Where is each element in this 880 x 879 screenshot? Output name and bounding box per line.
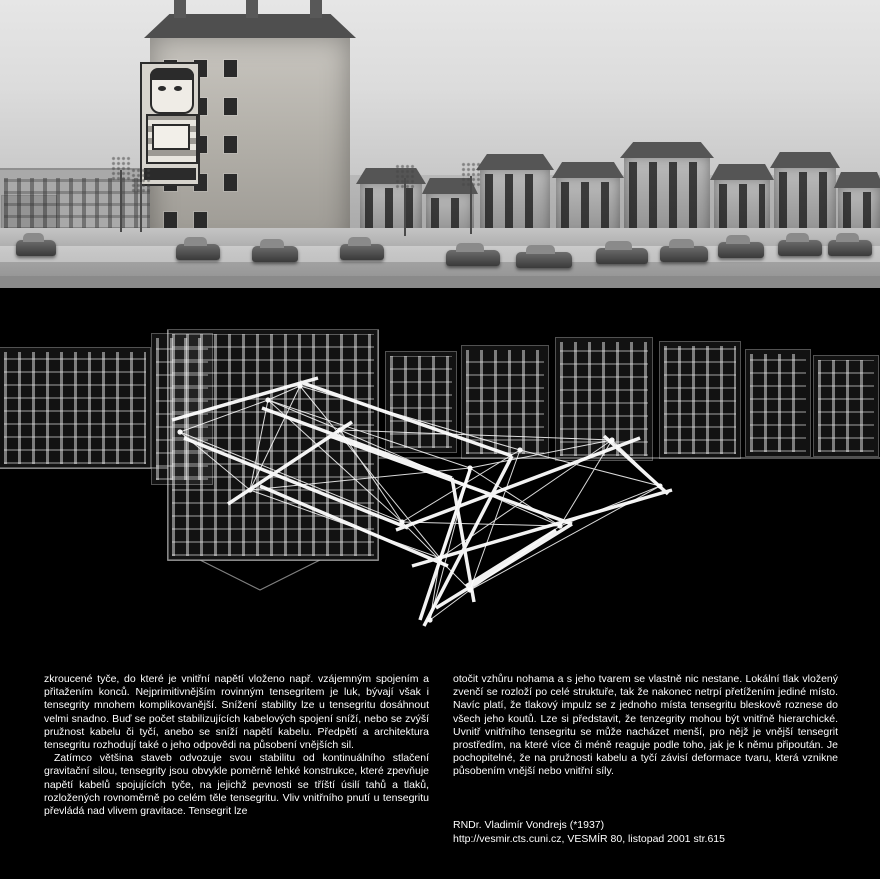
bare-tree bbox=[140, 182, 142, 232]
parked-car bbox=[828, 240, 872, 256]
windows bbox=[843, 192, 875, 232]
parked-car bbox=[252, 246, 298, 262]
chimney bbox=[310, 0, 322, 18]
mural-eye bbox=[158, 86, 166, 91]
window bbox=[224, 136, 237, 153]
left-paragraph-1: zkroucené tyče, do které je vnitřní napětí vloženo např. vzájemným spojením a přitažením konců. Nejprimitivnějším rovinným tensegritem je luk, bývají však i tensegrity mnohem komplikovanější. Snížení stability lze u tensegritu dosáhnout velmi snadno. Buď se počet stabilizujících kabelových spojení sníží, nebo se zvýší pružnost kabelu či tyčí, anebo se sníží napětí kabelu. Předpětí a architektura tensegritu rozhodují také o jeho odpovědi na působení vnějších sil. bbox=[44, 673, 429, 752]
parked-car bbox=[778, 240, 822, 256]
parked-car bbox=[340, 244, 384, 260]
parked-car bbox=[516, 252, 572, 268]
windows bbox=[431, 198, 469, 232]
windows bbox=[629, 162, 705, 232]
credit-block bbox=[453, 818, 843, 846]
window bbox=[224, 174, 237, 191]
parked-car bbox=[176, 244, 220, 260]
windows bbox=[561, 182, 615, 232]
tensegrity-structure-overlay bbox=[0, 290, 880, 655]
credit-author: RNDr. Vladimír Vondrejs (*1937) bbox=[453, 819, 605, 831]
roof bbox=[552, 162, 624, 178]
mural-caption-band bbox=[144, 168, 196, 180]
chimney bbox=[174, 0, 186, 18]
roof bbox=[620, 142, 714, 158]
bare-tree bbox=[404, 178, 406, 236]
parked-car bbox=[718, 242, 764, 258]
roof bbox=[834, 172, 880, 188]
parked-car bbox=[660, 246, 708, 262]
bare-tree bbox=[470, 176, 472, 234]
body-text-right-column bbox=[453, 673, 838, 779]
left-paragraph-2: Zatímco většina staveb odvozuje svou stabilitu od kontinuálního stlačení gravitační silou, tensegrity jsou obvykle poměrně lehké konstrukce, které zpevňuje napětí kabelů spojujících tyče, na jejichž pevnosti se tříští úsilí tahů a tlaků, rozložených rovnoměrně po celém těle tensegritu. Vliv vnitřního pnutí u tensegritu převládá nad vlivem gravitace. Tensegrit lze bbox=[44, 752, 429, 818]
mural-hair bbox=[150, 68, 194, 80]
parked-car bbox=[596, 248, 648, 264]
roof bbox=[710, 164, 774, 180]
roof bbox=[770, 152, 840, 168]
chimney bbox=[246, 0, 258, 18]
window bbox=[224, 60, 237, 77]
bare-tree bbox=[120, 170, 122, 232]
text-area bbox=[0, 655, 880, 879]
photo-bottom-negative-tensegrity bbox=[0, 290, 880, 655]
windows bbox=[719, 184, 765, 232]
windows bbox=[365, 188, 417, 232]
parked-car bbox=[446, 250, 500, 266]
credit-source: http://vesmir.cts.cuni.cz, VESMÍR 80, listopad 2001 str.615 bbox=[453, 833, 725, 845]
sky bbox=[0, 0, 880, 175]
house bbox=[624, 156, 710, 238]
body-text-left-column bbox=[44, 673, 429, 818]
mural-book bbox=[152, 124, 190, 150]
photo-top-street-panorama bbox=[0, 0, 880, 290]
mural-eye bbox=[174, 86, 182, 91]
windows bbox=[485, 174, 545, 232]
right-paragraph-1: otočit vzhůru nohama a s jeho tvarem se vlastně nic nestane. Lokální tlak vložený zvenčí se rozloží po celé struktuře, tak že nakonec netrpí přetížením jediné místo. Navíc platí, že tlakový impulz se z jednoho místa tensegritu bleskově roznese do všech jeho koutů. Lze si představit, že tenzegrity mohou být vnitřně hierarchické. Uvnitř vnitřního tensegritu se může nacházet menší, pro nějž je vnější tensegrit prostředím, na které více či méně reaguje podle toho, jak je k němu připoután. Je pochopitelné, že na pružnosti kabelu a tyčí závisí deformace tvaru, která vznikne působením vnější nebo vnitřní síly. bbox=[453, 673, 838, 778]
roof bbox=[476, 154, 554, 170]
window bbox=[224, 98, 237, 115]
roof bbox=[356, 168, 426, 184]
parked-car bbox=[16, 240, 56, 256]
mural-face bbox=[150, 70, 194, 114]
windows bbox=[779, 172, 831, 232]
